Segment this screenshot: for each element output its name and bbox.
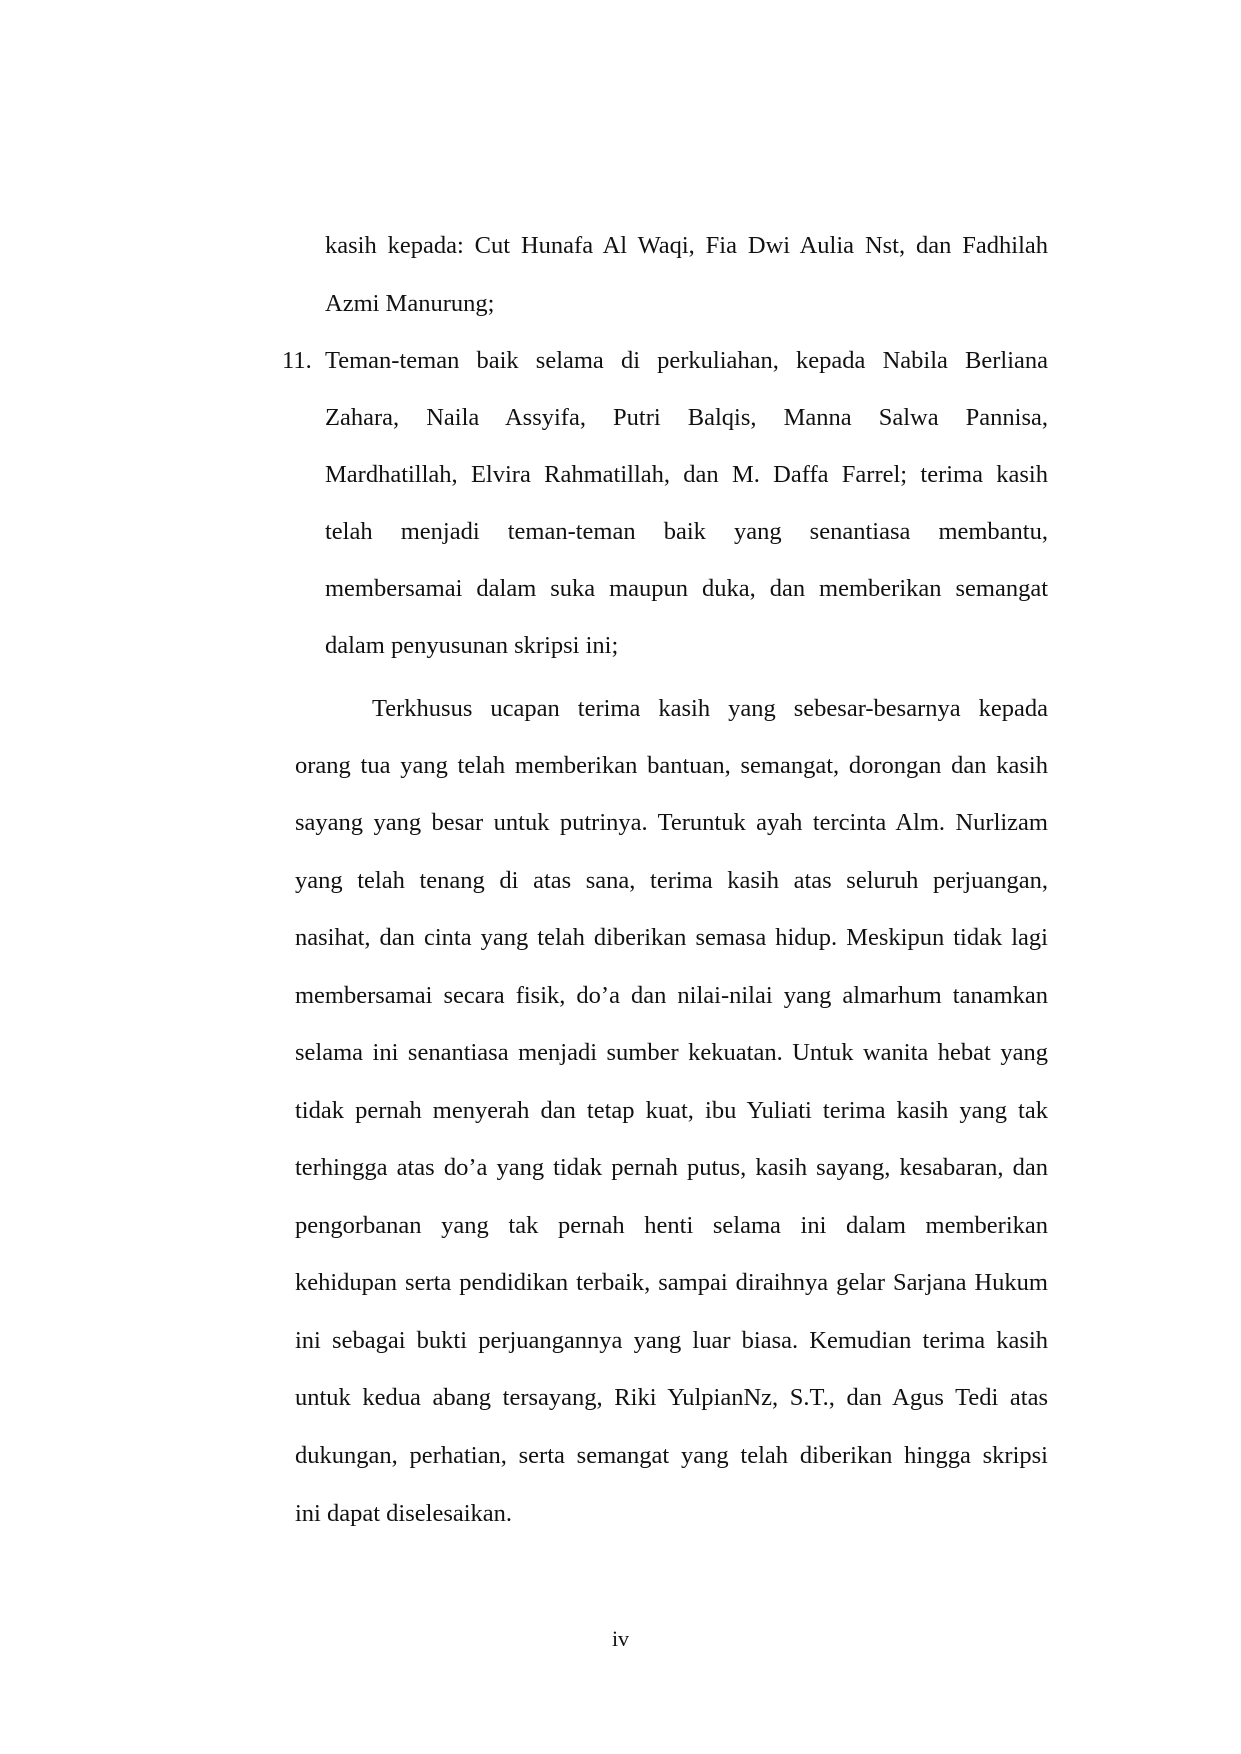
list-item-11-line: dalam penyusunan skripsi ini; xyxy=(325,632,619,659)
paragraph-line: kehidupan serta pendidikan terbaik, sampai diraihnya gelar Sarjana Hukum xyxy=(295,1269,1048,1296)
paragraph-line: tidak pernah menyerah dan tetap kuat, ibu Yuliati terima kasih yang tak xyxy=(295,1097,1048,1124)
list-item-11-line: Mardhatillah, Elvira Rahmatillah, dan M. Daffa Farrel; terima kasih xyxy=(325,461,1048,488)
paragraph-line: untuk kedua abang tersayang, Riki YulpianNz, S.T., dan Agus Tedi atas xyxy=(295,1384,1048,1411)
paragraph-line: dukungan, perhatian, serta semangat yang telah diberikan hingga skripsi xyxy=(295,1442,1048,1469)
list-item-11-line: Teman-teman baik selama di perkuliahan, kepada Nabila Berliana xyxy=(325,347,1048,374)
paragraph-line: ini sebagai bukti perjuangannya yang luar biasa. Kemudian terima kasih xyxy=(295,1327,1048,1354)
list-item-11-line: membersamai dalam suka maupun duka, dan memberikan semangat xyxy=(325,575,1048,602)
list-item-11-line: Zahara, Naila Assyifa, Putri Balqis, Manna Salwa Pannisa, xyxy=(325,404,1048,431)
list-item-number: 11. xyxy=(282,347,312,374)
paragraph-line: Terkhusus ucapan terima kasih yang sebesar-besarnya kepada xyxy=(372,695,1048,722)
paragraph-line: nasihat, dan cinta yang telah diberikan semasa hidup. Meskipun tidak lagi xyxy=(295,924,1048,951)
list-item-10-line: Azmi Manurung; xyxy=(325,290,495,317)
paragraph-line: ini dapat diselesaikan. xyxy=(295,1500,513,1527)
list-item-10-line: kasih kepada: Cut Hunafa Al Waqi, Fia Dwi Aulia Nst, dan Fadhilah xyxy=(325,232,1048,259)
paragraph-line: pengorbanan yang tak pernah henti selama ini dalam memberikan xyxy=(295,1212,1048,1239)
paragraph-line: selama ini senantiasa menjadi sumber kekuatan. Untuk wanita hebat yang xyxy=(295,1039,1048,1066)
paragraph-line: membersamai secara fisik, do’a dan nilai-nilai yang almarhum tanamkan xyxy=(295,982,1048,1009)
paragraph-line: orang tua yang telah memberikan bantuan, semangat, dorongan dan kasih xyxy=(295,752,1048,779)
paragraph-line: terhingga atas do’a yang tidak pernah putus, kasih sayang, kesabaran, dan xyxy=(295,1154,1048,1181)
paragraph-line: yang telah tenang di atas sana, terima kasih atas seluruh perjuangan, xyxy=(295,867,1048,894)
list-item-11-line: telah menjadi teman-teman baik yang senantiasa membantu, xyxy=(325,518,1048,545)
paragraph-line: sayang yang besar untuk putrinya. Teruntuk ayah tercinta Alm. Nurlizam xyxy=(295,809,1048,836)
page-number: iv xyxy=(611,1626,630,1651)
